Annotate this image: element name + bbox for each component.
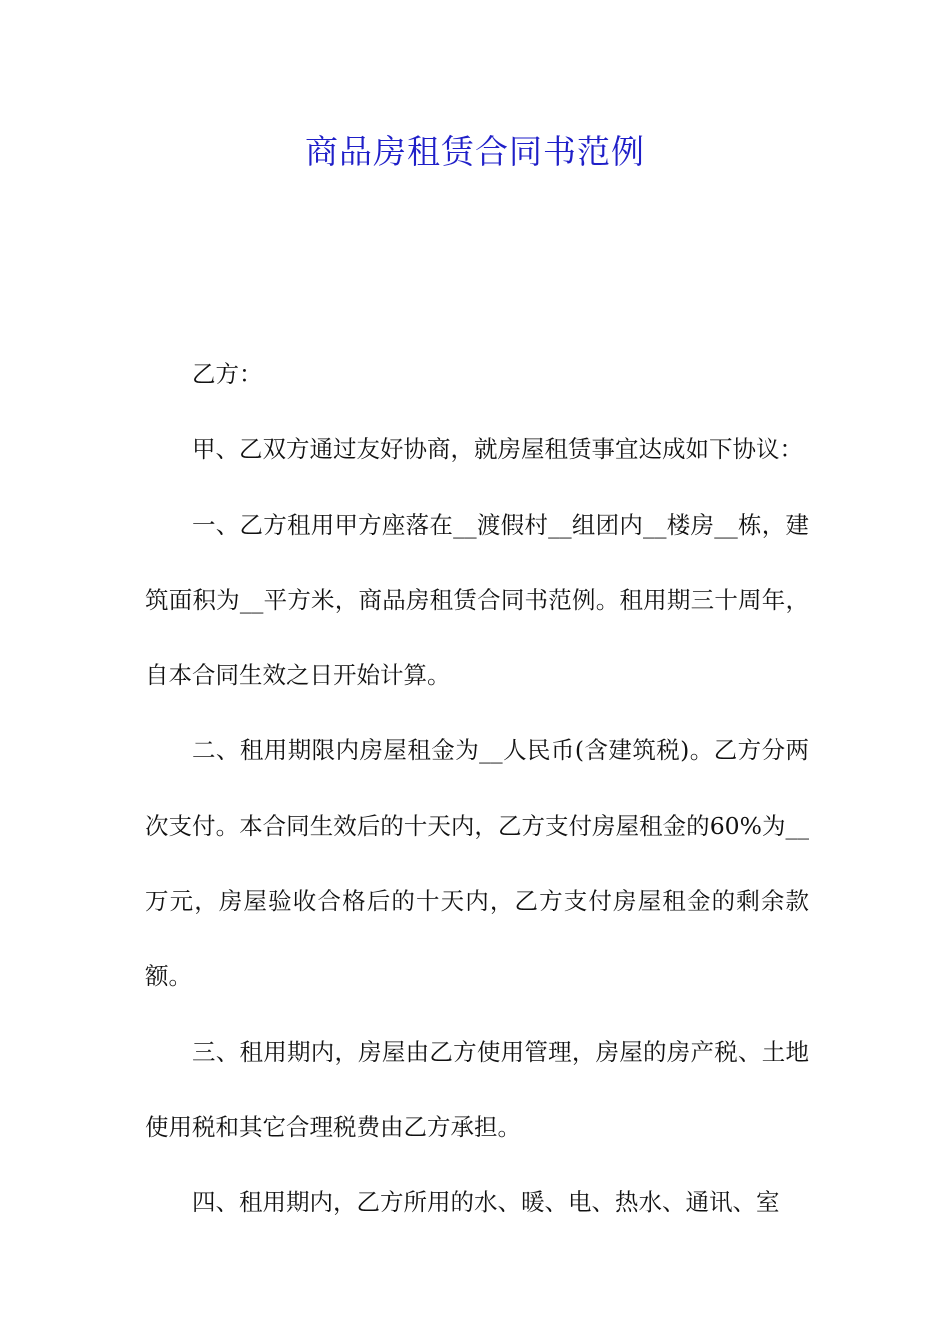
paragraph-clause-4: 四、租用期内，乙方所用的水、暖、电、热水、通讯、室 [192, 1188, 780, 1217]
paragraph-clause-1: 一、乙方租用甲方座落在__渡假村__组团内__楼房__栋，建筑面积为__平方米，商品房租赁合同书范例。租用期三十周年，自本合同生效之日开始计算。 [145, 510, 809, 690]
paragraph-party-b: 乙方： [192, 360, 263, 388]
paragraph-clause-2: 二、租用期限内房屋租金为__人民币(含建筑税)。乙方分两次支付。本合同生效后的十天内，乙方支付房屋租金的60%为__万元，房屋验收合格后的十天内，乙方支付房屋租金的剩余款额。 [145, 736, 809, 991]
document-title: 商品房租赁合同书范例 [305, 132, 645, 171]
paragraph-intro: 甲、乙双方通过友好协商，就房屋租赁事宜达成如下协议： [192, 435, 803, 464]
paragraph-clause-3: 三、租用期内，房屋由乙方使用管理，房屋的房产税、土地使用税和其它合理税费由乙方承担。 [145, 1037, 809, 1141]
document-body [145, 337, 809, 1241]
